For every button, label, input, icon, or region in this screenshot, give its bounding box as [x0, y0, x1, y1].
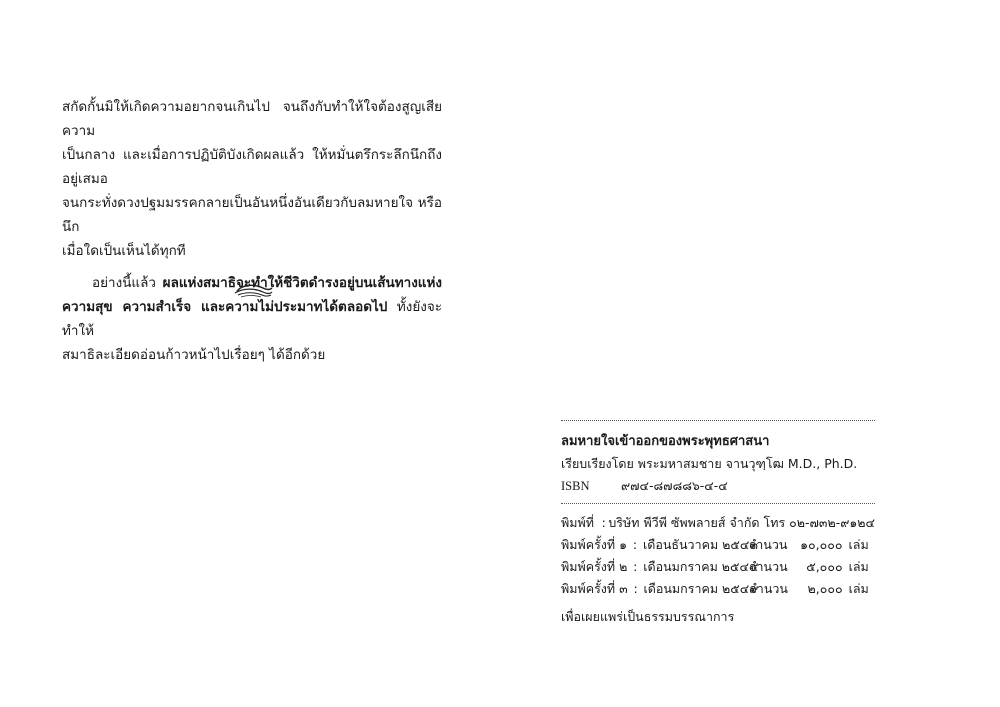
isbn-row: [561, 475, 875, 497]
isbn-value: ๙๗๔-๘๗๘๘๖-๔-๔: [621, 478, 728, 493]
flourish-icon: [233, 282, 273, 300]
count-unit: เล่ม: [848, 581, 869, 596]
paragraph-line: เมื่อใดเป็นเห็นได้ทุกที: [62, 243, 186, 259]
printer-row: [561, 512, 875, 534]
count-unit: เล่ม: [848, 559, 869, 574]
bold-text: ความสุข ความสำเร็จ และความไม่ประมาทได้ตลอดไป: [62, 299, 388, 315]
normal-text: ทั้งยังจะทำให้: [62, 299, 442, 339]
printing-row: [561, 534, 875, 556]
printing-count: ๕,๐๐๐: [806, 559, 843, 574]
count-label: จำนวน: [748, 537, 788, 552]
paragraph-line: สมาธิละเอียดอ่อนก้าวหน้าไปเรื่อยๆ ได้อีกด้วย: [62, 347, 326, 363]
printing-date: เดือนมกราคม ๒๕๔๙: [643, 581, 759, 596]
printing-label: พิมพ์ครั้งที่ ๒: [561, 559, 628, 574]
paragraph-line: สกัดกั้นมิให้เกิดความอยากจนเกินไป จนถึงกับทำให้ใจต้องสูญเสียความ: [62, 99, 442, 139]
printer-label: พิมพ์ที่: [561, 515, 594, 530]
count-label: จำนวน: [749, 559, 788, 574]
printing-date: เดือนธันวาคม ๒๕๔๓: [642, 537, 758, 552]
colon: :: [632, 537, 638, 552]
paragraph-line: จนกระทั่งดวงปฐมมรรคกลายเป็นอันหนึ่งอันเดียวกับลมหายใจ หรือนึก: [62, 195, 442, 235]
body-text: [62, 95, 442, 367]
printing-count: ๑๐,๐๐๐: [800, 537, 843, 552]
printing-row: [561, 556, 875, 578]
dedication-footer: เพื่อเผยแพร่เป็นธรรมบรรณาการ: [561, 609, 735, 624]
compiled-by: เรียบเรียงโดย พระมหาสมชาย จานวุฑฺโฒ M.D., Ph.D.: [561, 456, 858, 471]
colon: :: [601, 515, 606, 530]
count-unit: เล่ม: [848, 537, 869, 552]
normal-text: อย่างนี้แล้ว: [92, 275, 163, 291]
dotted-divider: [561, 420, 875, 421]
paragraph-line: เป็นกลาง และเมื่อการปฏิบัติบังเกิดผลแล้ว ให้หมั่นตรึกระลึกนึกถึงอยู่เสมอ: [62, 147, 442, 187]
isbn-label: ISBN: [561, 479, 590, 493]
count-label: จำนวน: [749, 581, 788, 596]
printing-date: เดือนมกราคม ๒๕๔๔: [643, 559, 759, 574]
printing-row: [561, 578, 875, 600]
paragraph-line: [62, 295, 442, 343]
bold-text: ผลแห่งสมาธิจะทำให้ชีวิตดำรงอยู่บนเส้นทางแห่ง: [162, 275, 442, 291]
book-title: ลมหายใจเข้าออกของพระพุทธศาสนา: [561, 434, 770, 449]
colon: :: [633, 559, 638, 574]
printer-value: บริษัท พีวีพี ซัพพลายส์ จำกัด โทร ๐๒-๗๓๒-๙๑๒๔: [608, 515, 875, 530]
colophon: [561, 420, 875, 628]
printing-count: ๒,๐๐๐: [807, 581, 843, 596]
printing-label: พิมพ์ครั้งที่ ๓: [561, 581, 628, 596]
colon: :: [633, 581, 638, 596]
printing-label: พิมพ์ครั้งที่ ๑: [561, 537, 628, 552]
